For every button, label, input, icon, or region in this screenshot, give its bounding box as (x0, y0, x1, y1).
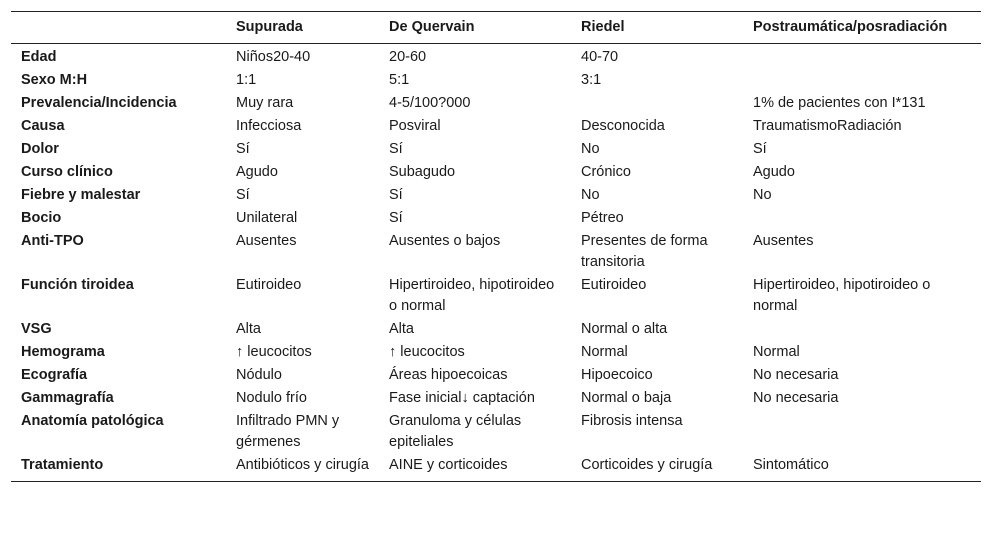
header-cell-riedel: Riedel (581, 18, 625, 35)
table-cell: Alta (236, 321, 261, 337)
row-label: Ecografía (21, 367, 88, 383)
table-cell: Ausentes (753, 233, 814, 249)
table-cell: 4-5/100?000 (389, 95, 471, 111)
table-cell: Fase inicial↓ captación (389, 390, 535, 406)
table-cell: Hipertiroideo, hipotiroideo o normal (753, 277, 931, 314)
table-cell (743, 44, 981, 70)
row-label: Fiebre y malestar (21, 187, 141, 203)
table-row (11, 44, 981, 70)
row-label: Bocio (21, 210, 62, 226)
table-cell: Normal o baja (581, 390, 672, 406)
header-cell-empty (11, 12, 226, 44)
table-row (11, 138, 981, 161)
table-cell: 20-60 (389, 49, 427, 65)
table-cell: Sí (236, 187, 250, 203)
table-row (11, 274, 981, 318)
table-cell (571, 92, 743, 115)
table-row (11, 318, 981, 341)
table-cell: 1:1 (236, 72, 257, 88)
row-label: Edad (21, 49, 57, 65)
table-cell: Desconocida (581, 118, 665, 134)
table-cell (743, 207, 981, 230)
thyroiditis-comparison-table (11, 11, 981, 482)
table-cell: Hipertiroideo, hipotiroideo o normal (389, 277, 555, 314)
table-cell: Eutiroideo (236, 277, 302, 293)
table-cell: ↑ leucocitos (389, 344, 465, 360)
table-cell: Unilateral (236, 210, 298, 226)
table-cell: Agudo (753, 164, 795, 180)
row-label: Anatomía patológica (21, 413, 164, 429)
table-row (11, 454, 981, 482)
table-cell: No (581, 187, 600, 203)
table-cell: Posviral (389, 118, 441, 134)
row-label: Sexo M:H (21, 72, 88, 88)
table-cell: TraumatismoRadiación (753, 118, 902, 134)
table-cell: Ausentes (236, 233, 297, 249)
table-cell: Infiltrado PMN y gérmenes (236, 413, 340, 450)
table-row (11, 341, 981, 364)
table-row (11, 115, 981, 138)
header-cell-postraumatica: Postraumática/posradiación (753, 18, 948, 35)
table-cell: Hipoecoico (581, 367, 653, 383)
table-cell: No necesaria (753, 390, 839, 406)
table-cell: Normal o alta (581, 321, 668, 337)
table-cell: Granuloma y células epiteliales (389, 413, 522, 450)
table-row (11, 69, 981, 92)
table-row (11, 364, 981, 387)
header-cell-de-quervain: De Quervain (389, 18, 475, 35)
table-cell: Normal (581, 344, 628, 360)
table-cell: Ausentes o bajos (389, 233, 501, 249)
table-row (11, 92, 981, 115)
table-cell (743, 318, 981, 341)
table-cell: Sí (389, 141, 403, 157)
table-cell: Sí (236, 141, 250, 157)
table-cell: Infecciosa (236, 118, 302, 134)
table-cell: ↑ leucocitos (236, 344, 312, 360)
table-cell: No (753, 187, 772, 203)
table-cell: Sí (389, 187, 403, 203)
row-label: Causa (21, 118, 65, 134)
row-label: VSG (21, 321, 52, 337)
table-cell: Sí (753, 141, 767, 157)
table-cell: Agudo (236, 164, 278, 180)
table-cell (743, 410, 981, 454)
row-label: Anti-TPO (21, 233, 84, 249)
table-cell: Presentes de forma transitoria (581, 233, 708, 270)
table-cell: Eutiroideo (581, 277, 647, 293)
table-cell: 40-70 (581, 49, 619, 65)
table-row (11, 230, 981, 274)
table-cell: Normal (753, 344, 800, 360)
table-row (11, 207, 981, 230)
table-cell: Antibióticos y cirugía (236, 457, 369, 473)
table-cell: No (581, 141, 600, 157)
row-label: Curso clínico (21, 164, 113, 180)
table-row (11, 387, 981, 410)
table-cell: Crónico (581, 164, 631, 180)
table-cell: Sí (389, 210, 403, 226)
table-cell: Sintomático (753, 457, 829, 473)
row-label: Función tiroidea (21, 277, 134, 293)
table-cell: 5:1 (389, 72, 410, 88)
table-cell: Subagudo (389, 164, 456, 180)
table-cell: Niños20-40 (236, 49, 311, 65)
table-row (11, 184, 981, 207)
row-label: Gammagrafía (21, 390, 114, 406)
table-cell: No necesaria (753, 367, 839, 383)
row-label: Hemograma (21, 344, 105, 360)
table-cell: 3:1 (581, 72, 602, 88)
table-cell: Alta (389, 321, 414, 337)
table-cell: 1% de pacientes con I*131 (753, 95, 926, 111)
comparison-table-container (11, 11, 981, 482)
header-cell-supurada: Supurada (236, 18, 303, 35)
table-cell: Áreas hipoecoicas (389, 367, 508, 383)
table-cell: Fibrosis intensa (581, 413, 683, 429)
table-cell: AINE y corticoides (389, 457, 508, 473)
header-row (11, 12, 981, 44)
table-cell: Corticoides y cirugía (581, 457, 713, 473)
table-cell (743, 69, 981, 92)
row-label: Dolor (21, 141, 59, 157)
row-label: Tratamiento (21, 457, 104, 473)
table-cell: Pétreo (581, 210, 624, 226)
table-row (11, 410, 981, 454)
table-cell: Nódulo (236, 367, 282, 383)
table-row (11, 161, 981, 184)
table-cell: Nodulo frío (236, 390, 307, 406)
row-label: Prevalencia/Incidencia (21, 95, 177, 111)
table-cell: Muy rara (236, 95, 294, 111)
